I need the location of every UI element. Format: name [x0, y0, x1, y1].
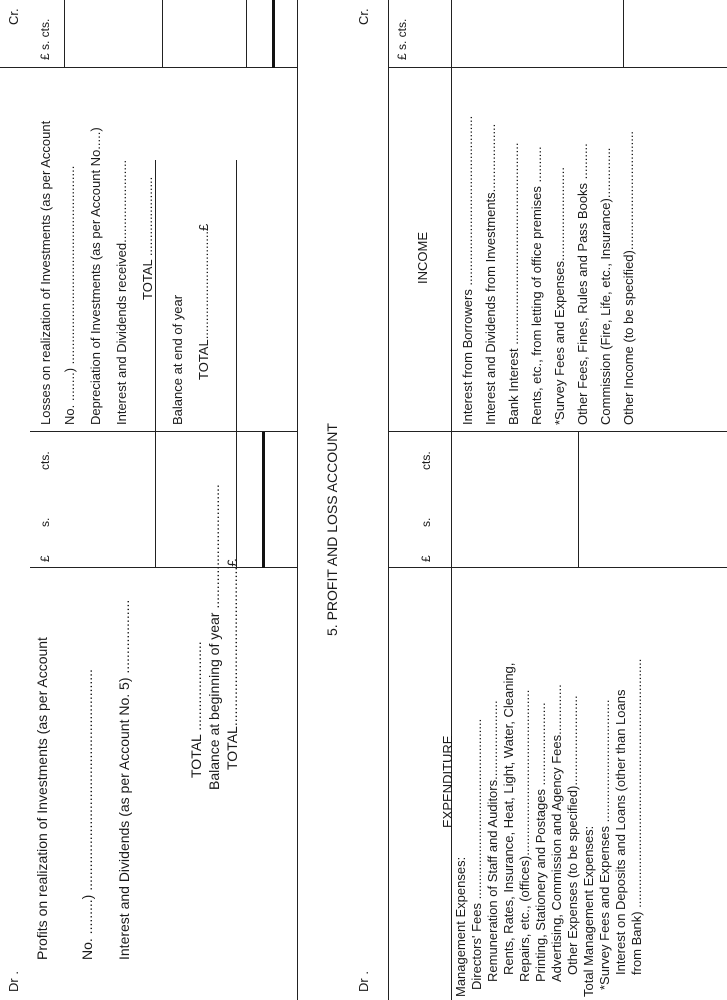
top-right-inner-rule2 [236, 160, 237, 432]
inc-line-1: Interest from Borrowers ............................................... [460, 115, 475, 425]
exp-line-10: *Survey Fees and Expenses .................................. [597, 699, 612, 990]
exp-line-4: Rents, Rates, Insurance, Heat, Light, Water, Cleaning, [501, 662, 516, 975]
top-left-money-shillings: s. [38, 517, 52, 527]
top-left-money-hline [155, 432, 156, 568]
pl-right-money-header: £ s. cts. [395, 18, 409, 60]
inc-line-6: Other Fees, Fines, Rules and Pass Books .......... [575, 143, 590, 425]
exp-line-1: Management Expenses: [453, 856, 468, 997]
top-left-line-2: No. .........) ......................................................... [79, 669, 95, 960]
inc-line-5: *Survey Fees and Expenses.......................... [552, 167, 567, 425]
pl-header-rule [451, 0, 452, 1000]
top-left-line-3: Interest and Dividends (as per Account No. 5) ................... [116, 599, 132, 960]
top-left-money-hline2 [236, 432, 237, 568]
top-right-line-6: Balance at end of year [170, 294, 185, 425]
pl-dr-label: Dr . [356, 971, 371, 992]
top-left-total-rule [262, 432, 265, 568]
top-right-total-rule [272, 0, 275, 68]
pl-center-divider [388, 431, 727, 432]
top-right-money-col [0, 67, 297, 68]
exp-line-8: Other Expenses (to be specified)......................... [565, 695, 580, 975]
exp-line-6: Printing, Stationery and Postages ....................... [533, 702, 548, 982]
top-left-money-cents: cts. [38, 451, 52, 470]
exp-line-11: Interest on Deposits and Loans (other than Loans [613, 689, 628, 975]
top-right-line-4: Interest and Dividends received....................... [114, 159, 129, 425]
top-right-line-1: Losses on realization of Investments (as per Account [38, 120, 53, 425]
inc-line-2: Interest and Dividends from Investments................... [483, 123, 498, 425]
top-left-money-col [30, 567, 297, 568]
top-right-money-hline2 [162, 0, 163, 68]
top-right-line-3: Depreciation of Investments (as per Account No.....) [88, 127, 103, 425]
section-title: 5. PROFIT AND LOSS ACCOUNT [324, 423, 340, 636]
top-right-line-7: TOTAL..............................£ [196, 223, 211, 380]
exp-line-9: Total Management Expenses: [581, 825, 596, 997]
top-right-line-5: TOTAL ...................... [140, 176, 155, 300]
pl-left-money-pound: £ [419, 555, 433, 562]
top-center-divider [30, 431, 297, 432]
pl-left-money-sub [578, 432, 579, 568]
exp-line-2: Directors' Fees .................................................. [469, 718, 484, 990]
top-right-money-hline [64, 0, 65, 68]
pl-right-money-col [388, 67, 727, 68]
inc-line-8: Other Income (to be specified)................................. [621, 130, 636, 425]
pl-top-rule [388, 0, 389, 1000]
pl-left-money-cents: cts. [419, 451, 433, 470]
pl-left-money-col [388, 567, 727, 568]
top-left-line-5: Balance at beginning of year ................................ [206, 484, 222, 790]
top-left-money-pound: £ [38, 555, 52, 562]
inc-line-4: Rents, etc., from letting of office premises .......... [529, 146, 544, 425]
income-header: INCOME [415, 232, 430, 284]
exp-line-7: Advertising, Commission and Agency Fees.............. [549, 684, 564, 982]
pl-cr-label: Cr. [356, 8, 371, 25]
inc-line-7: Commission (Fire, Life, etc., Insurance).............. [598, 147, 613, 425]
top-right-money-header: £ s. cts. [38, 18, 52, 60]
top-right-money-hline3 [246, 0, 247, 68]
top-dr-label: Dr . [6, 971, 21, 992]
pl-left-money-shillings: s. [419, 517, 433, 527]
exp-line-3: Remuneration of Staff and Auditors...................... [485, 700, 500, 982]
exp-line-12: from Bank) ..................................................................... [629, 658, 644, 975]
pl-right-money-sub [623, 0, 624, 68]
top-left-line-6: TOTAL.........................................£ [224, 558, 240, 770]
top-right-line-2: No. ........) ....................................................... [62, 165, 77, 425]
expenditure-header: EXPENDITURE [440, 735, 455, 828]
top-left-line-4: TOTAL ....................... [188, 641, 204, 778]
top-left-line-1: Profits on realization of Investments (as per Account [34, 637, 50, 960]
top-cr-label: Cr. [6, 8, 21, 25]
top-bottom-rule [297, 0, 298, 1000]
exp-line-5: Repairs, etc., (offices).............................................. [517, 689, 532, 982]
inc-line-3: Bank Interest ........................................................ [506, 142, 521, 425]
